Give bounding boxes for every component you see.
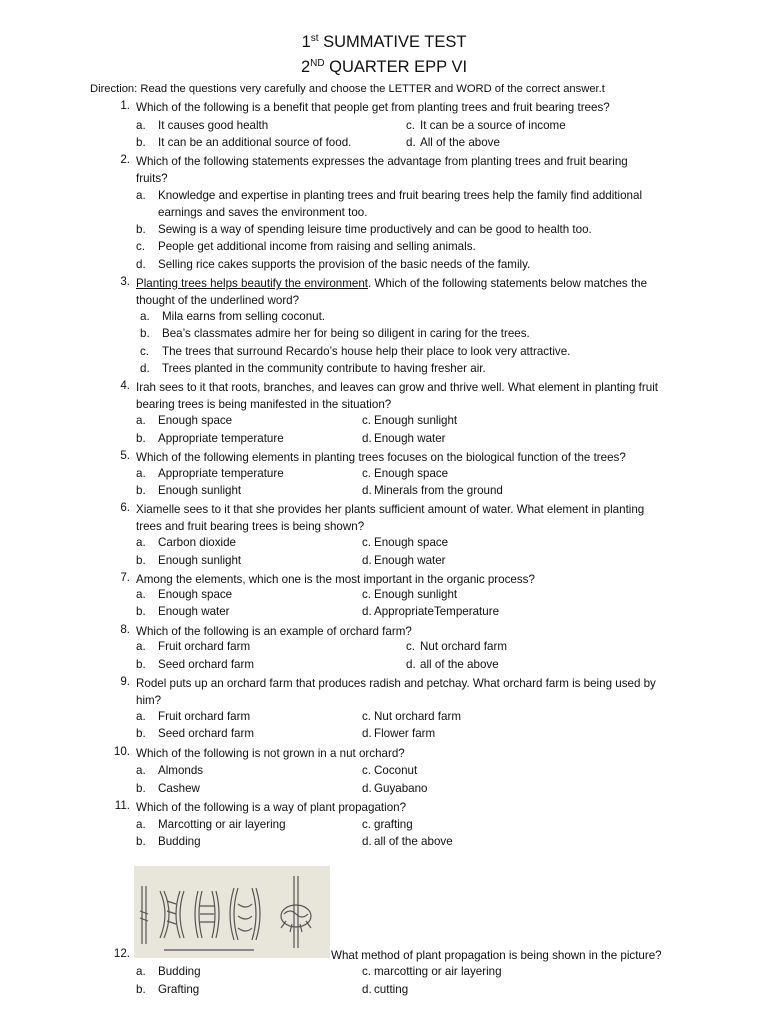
question-text: Which of the following is an example of orchard farm? [136, 625, 412, 638]
question-text: thought of the underlined word? [136, 294, 300, 307]
option-text: all of the above [374, 835, 453, 848]
option-letter: b. [140, 327, 150, 340]
question-number: 3. [120, 275, 130, 288]
option-text: Cashew [158, 782, 200, 795]
option-text: Flower farm [374, 727, 436, 740]
option-letter: a. [136, 189, 146, 202]
option-text: Enough water [158, 605, 230, 618]
option-text: All of the above [420, 136, 500, 149]
option-text: Seed orchard farm [158, 658, 255, 671]
option-text: Enough space [158, 588, 233, 601]
option-text: Enough space [158, 414, 233, 427]
option-letter: b. [136, 835, 146, 848]
directions: Direction: Read the questions very carefully and choose the LETTER and WORD of the correct answer.t [90, 83, 605, 95]
question-text: fruits? [136, 172, 168, 185]
option-text: Trees planted in the community contribute to having fresher air. [162, 362, 486, 375]
question-number: 4. [120, 379, 130, 392]
option-letter: b. [136, 554, 146, 567]
option-letter: c. [362, 710, 372, 723]
option-text: Fruit orchard farm [158, 640, 251, 653]
question-text: Which of the following is a benefit that people get from planting trees and fruit bearing trees? [136, 101, 610, 114]
option-letter: a. [136, 965, 146, 978]
option-letter: d. [406, 658, 416, 671]
option-letter: d. [362, 782, 372, 795]
option-text: Fruit orchard farm [158, 710, 251, 723]
option-text: Seed orchard farm [158, 727, 255, 740]
option-text: Appropriate temperature [158, 467, 284, 480]
option-text: Budding [158, 835, 201, 848]
option-letter: d. [362, 727, 372, 740]
option-text: Almonds [158, 764, 204, 777]
option-letter: c. [136, 240, 146, 253]
option-text: earnings and saves the environment too. [158, 206, 368, 219]
option-text: Sewing is a way of spending leisure time productively and can be good to health too. [158, 223, 592, 236]
option-letter: d. [362, 554, 372, 567]
question-text: Xiamelle sees to it that she provides her plants sufficient amount of water. What element in planting [136, 503, 645, 516]
option-letter: b. [136, 727, 146, 740]
question-text: him? [136, 694, 162, 707]
option-text: Budding [158, 965, 201, 978]
option-letter: d. [140, 362, 150, 375]
question-text: Which of the following is a way of plant propagation? [136, 801, 407, 814]
option-text: AppropriateTemperature [374, 605, 500, 618]
option-text: Nut orchard farm [420, 640, 507, 653]
title-line-2: 2ND QUARTER EPP VI [300, 58, 468, 76]
option-letter: d. [406, 136, 416, 149]
option-letter: c. [362, 764, 372, 777]
option-text: Guyabano [374, 782, 428, 795]
question-text: Irah sees to it that roots, branches, and leaves can grow and thrive well. What element in planting fruit [136, 381, 658, 394]
option-text: It can be an additional source of food. [158, 136, 352, 149]
question-text: trees and fruit bearing trees is being shown? [136, 520, 365, 533]
question-number: 6. [120, 501, 130, 514]
option-letter: d. [362, 432, 372, 445]
question-text: Which of the following elements in planting trees focuses on the biological function of the trees? [136, 451, 626, 464]
option-text: Enough water [374, 554, 446, 567]
option-letter: b. [136, 782, 146, 795]
option-text: Enough sunlight [374, 588, 458, 601]
option-letter: b. [136, 136, 146, 149]
question-number: 1. [120, 99, 130, 112]
option-text: Marcotting or air layering [158, 818, 286, 831]
option-text: It causes good health [158, 119, 269, 132]
plant-propagation-picture [134, 866, 330, 958]
option-text: People get additional income from raising and selling animals. [158, 240, 476, 253]
option-letter: a. [136, 640, 146, 653]
plant-propagation-illustration-icon [134, 866, 330, 958]
question-text: Rodel puts up an orchard farm that produces radish and petchay. What orchard farm is being used by [136, 677, 656, 690]
option-letter: c. [362, 536, 372, 549]
option-text: Appropriate temperature [158, 432, 284, 445]
option-letter: c. [362, 414, 372, 427]
option-letter: c. [362, 467, 372, 480]
option-text: Enough water [374, 432, 446, 445]
option-letter: a. [136, 119, 146, 132]
option-text: It can be a source of income [420, 119, 566, 132]
option-text: Enough space [374, 536, 449, 549]
option-letter: c. [140, 345, 150, 358]
option-letter: c. [362, 965, 372, 978]
option-text: marcotting or air layering [374, 965, 502, 978]
underlined-phrase: Planting trees helps beautify the environment [136, 277, 369, 290]
option-letter: a. [140, 310, 150, 323]
question-text: bearing trees is being manifested in the situation? [136, 398, 392, 411]
question-number: 7. [120, 571, 130, 584]
option-letter: b. [136, 605, 146, 618]
option-text: Minerals from the ground [374, 484, 503, 497]
question-text: Which of the following statements expresses the advantage from planting trees and fruit bearing [136, 155, 628, 168]
question-number: 2. [120, 153, 130, 166]
option-letter: a. [136, 414, 146, 427]
option-text: Enough sunlight [158, 554, 242, 567]
option-letter: b. [136, 223, 146, 236]
question-number: 11. [114, 799, 130, 812]
option-text: Enough sunlight [374, 414, 458, 427]
question-number: 8. [120, 623, 130, 636]
question-text: Planting trees helps beautify the environment. Which of the following statements below matches the [136, 277, 648, 290]
option-letter: a. [136, 467, 146, 480]
option-letter: b. [136, 658, 146, 671]
option-text: cutting [374, 983, 409, 996]
option-letter: d. [362, 835, 372, 848]
option-text: Carbon dioxide [158, 536, 236, 549]
option-text: Mila earns from selling coconut. [162, 310, 326, 323]
option-text: Enough space [374, 467, 449, 480]
option-text: grafting [374, 818, 413, 831]
option-text: all of the above [420, 658, 499, 671]
question-number: 5. [120, 449, 130, 462]
option-text: Knowledge and expertise in planting trees and fruit bearing trees help the family find additional [158, 189, 643, 202]
option-letter: c. [362, 588, 372, 601]
question-number: 10. [113, 745, 130, 758]
option-letter: d. [362, 605, 372, 618]
option-letter: d. [136, 258, 146, 271]
option-text: Nut orchard farm [374, 710, 461, 723]
question-text: Which of the following is not grown in a nut orchard? [136, 747, 405, 760]
option-letter: d. [362, 484, 372, 497]
option-letter: a. [136, 710, 146, 723]
option-text: Coconut [374, 764, 418, 777]
option-letter: c. [406, 119, 416, 132]
question-number: 9. [120, 675, 130, 688]
option-letter: c. [406, 640, 416, 653]
option-letter: a. [136, 764, 146, 777]
title-line-1: 1st SUMMATIVE TEST [301, 33, 467, 51]
option-letter: b. [136, 432, 146, 445]
option-letter: d. [362, 983, 372, 996]
option-letter: c. [362, 818, 372, 831]
option-letter: b. [136, 983, 146, 996]
option-text: Enough sunlight [158, 484, 242, 497]
option-text: Bea’s classmates admire her for being so diligent in caring for the trees. [162, 327, 530, 340]
option-text: Selling rice cakes supports the provision of the basic needs of the family. [158, 258, 531, 271]
option-letter: a. [136, 818, 146, 831]
question-text: Among the elements, which one is the most important in the organic process? [136, 573, 535, 586]
option-letter: a. [136, 588, 146, 601]
option-text: The trees that surround Recardo’s house help their place to look very attractive. [162, 345, 571, 358]
question-text: What method of plant propagation is being shown in the picture? [331, 949, 662, 962]
question-number: 12. [113, 947, 130, 960]
option-text: Grafting [158, 983, 200, 996]
option-letter: a. [136, 536, 146, 549]
option-letter: b. [136, 484, 146, 497]
